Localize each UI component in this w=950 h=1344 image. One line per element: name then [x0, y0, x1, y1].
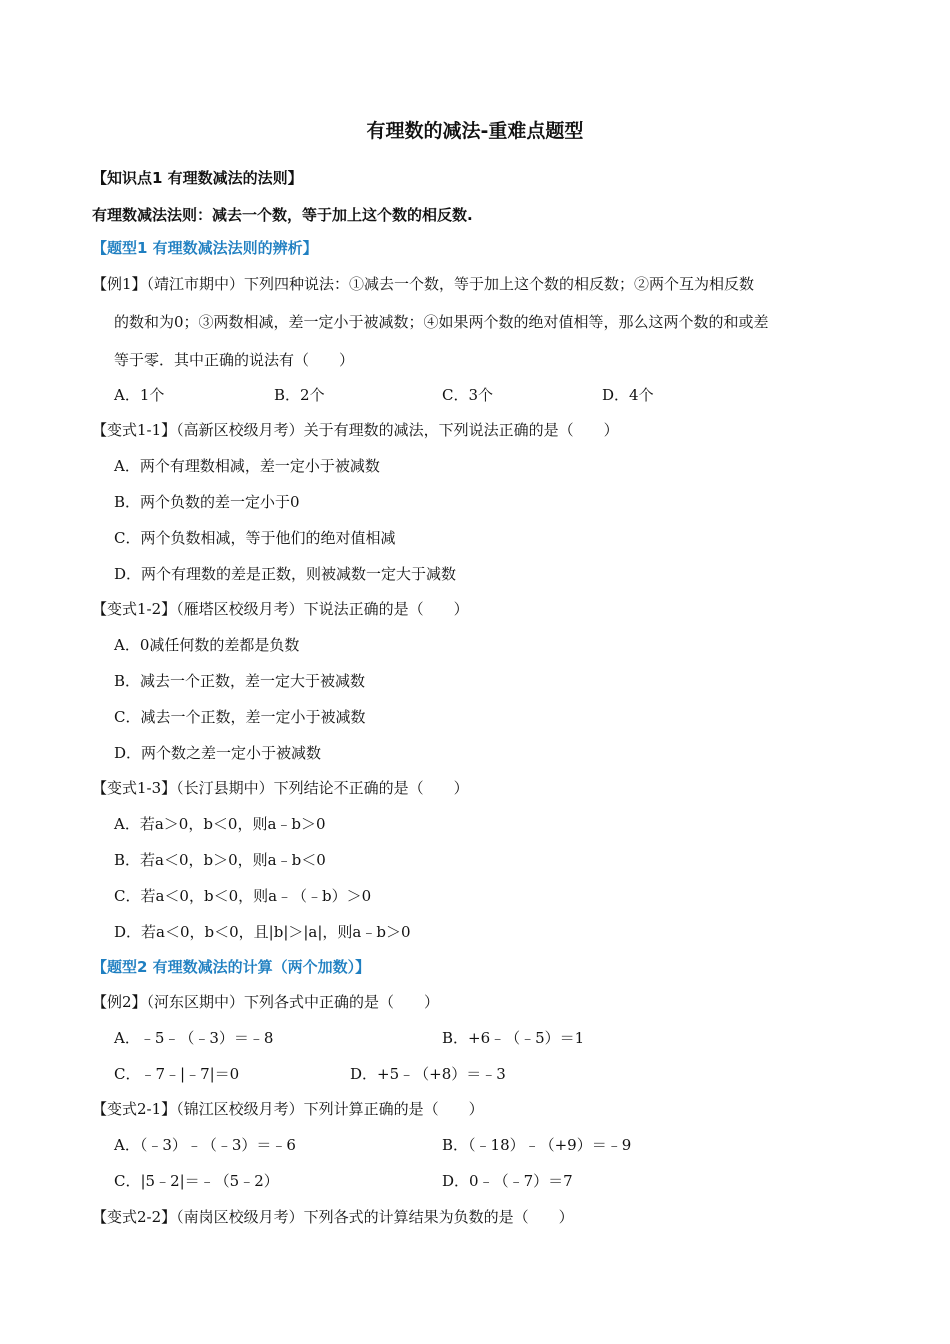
example-1-line-1: 【例1】（靖江市期中）下列四种说法：①减去一个数，等于加上这个数的相反数；②两个互为相反数 — [92, 275, 755, 293]
page-title: 有理数的减法-重难点题型 — [366, 120, 584, 142]
example-2-option-a: A．﹣5﹣（﹣3）＝﹣8 — [114, 1029, 274, 1047]
example-1-option-a: A．1个 — [114, 386, 165, 404]
variant-1-2-option-c: C．减去一个正数，差一定小于被减数 — [114, 708, 366, 726]
example-2-stem: 【例2】（河东区期中）下列各式中正确的是（ ） — [92, 993, 440, 1011]
variant-2-1-stem: 【变式2-1】（锦江区校级月考）下列计算正确的是（ ） — [92, 1100, 484, 1118]
example-1-line-2: 的数和为0；③两数相减，差一定小于被减数；④如果两个数的绝对值相等，那么这两个数的和或差 — [114, 313, 769, 331]
question-type-2-heading: 【题型2 有理数减法的计算（两个加数）】 — [92, 958, 371, 976]
variant-2-2-stem: 【变式2-2】（南岗区校级月考）下列各式的计算结果为负数的是（ ） — [92, 1208, 574, 1226]
variant-1-1-option-c: C．两个负数相减，等于他们的绝对值相减 — [114, 529, 396, 547]
variant-1-3-stem: 【变式1-3】（长汀县期中）下列结论不正确的是（ ） — [92, 779, 469, 797]
example-2-option-c: C．﹣7﹣|﹣7|＝0 — [114, 1065, 240, 1083]
variant-2-1-option-b: B．（﹣18）﹣（+9）＝﹣9 — [442, 1136, 632, 1154]
variant-1-3-option-a: A．若a＞0，b＜0，则a﹣b＞0 — [114, 815, 326, 833]
example-1-option-b: B．2个 — [274, 386, 325, 404]
example-1-option-c: C．3个 — [442, 386, 494, 404]
variant-1-1-stem: 【变式1-1】（高新区校级月考）关于有理数的减法，下列说法正确的是（ ） — [92, 421, 619, 439]
variant-2-1-option-a: A．（﹣3）﹣（﹣3）＝﹣6 — [114, 1136, 296, 1154]
variant-1-1-option-a: A．两个有理数相减，差一定小于被减数 — [114, 457, 380, 475]
variant-1-3-option-d: D．若a＜0，b＜0，且|b|＞|a|，则a﹣b＞0 — [114, 923, 411, 941]
question-type-1-heading: 【题型1 有理数减法法则的辨析】 — [92, 239, 318, 257]
example-2-option-b: B．+6﹣（﹣5）＝1 — [442, 1029, 585, 1047]
knowledge-point-1-rule: 有理数减法法则：减去一个数，等于加上这个数的相反数. — [92, 206, 473, 224]
variant-1-2-option-a: A．0减任何数的差都是负数 — [114, 636, 300, 654]
example-2-option-d: D．+5﹣（+8）＝﹣3 — [350, 1065, 506, 1083]
variant-2-1-option-c: C．|5﹣2|＝﹣（5﹣2） — [114, 1172, 279, 1190]
variant-1-2-stem: 【变式1-2】（雁塔区校级月考）下说法正确的是（ ） — [92, 600, 469, 618]
variant-1-2-option-d: D．两个数之差一定小于被减数 — [114, 744, 322, 762]
example-1-line-3: 等于零．其中正确的说法有（ ） — [114, 351, 355, 369]
variant-1-1-option-d: D．两个有理数的差是正数，则被减数一定大于减数 — [114, 565, 457, 583]
example-1-option-d: D．4个 — [602, 386, 654, 404]
variant-2-1-option-d: D．0﹣（﹣7）＝7 — [442, 1172, 573, 1190]
knowledge-point-1-heading: 【知识点1 有理数减法的法则】 — [92, 169, 303, 187]
variant-1-1-option-b: B．两个负数的差一定小于0 — [114, 493, 300, 511]
variant-1-2-option-b: B．减去一个正数，差一定大于被减数 — [114, 672, 366, 690]
variant-1-3-option-b: B．若a＜0，b＞0，则a﹣b＜0 — [114, 851, 326, 869]
variant-1-3-option-c: C．若a＜0，b＜0，则a﹣（﹣b）＞0 — [114, 887, 372, 905]
